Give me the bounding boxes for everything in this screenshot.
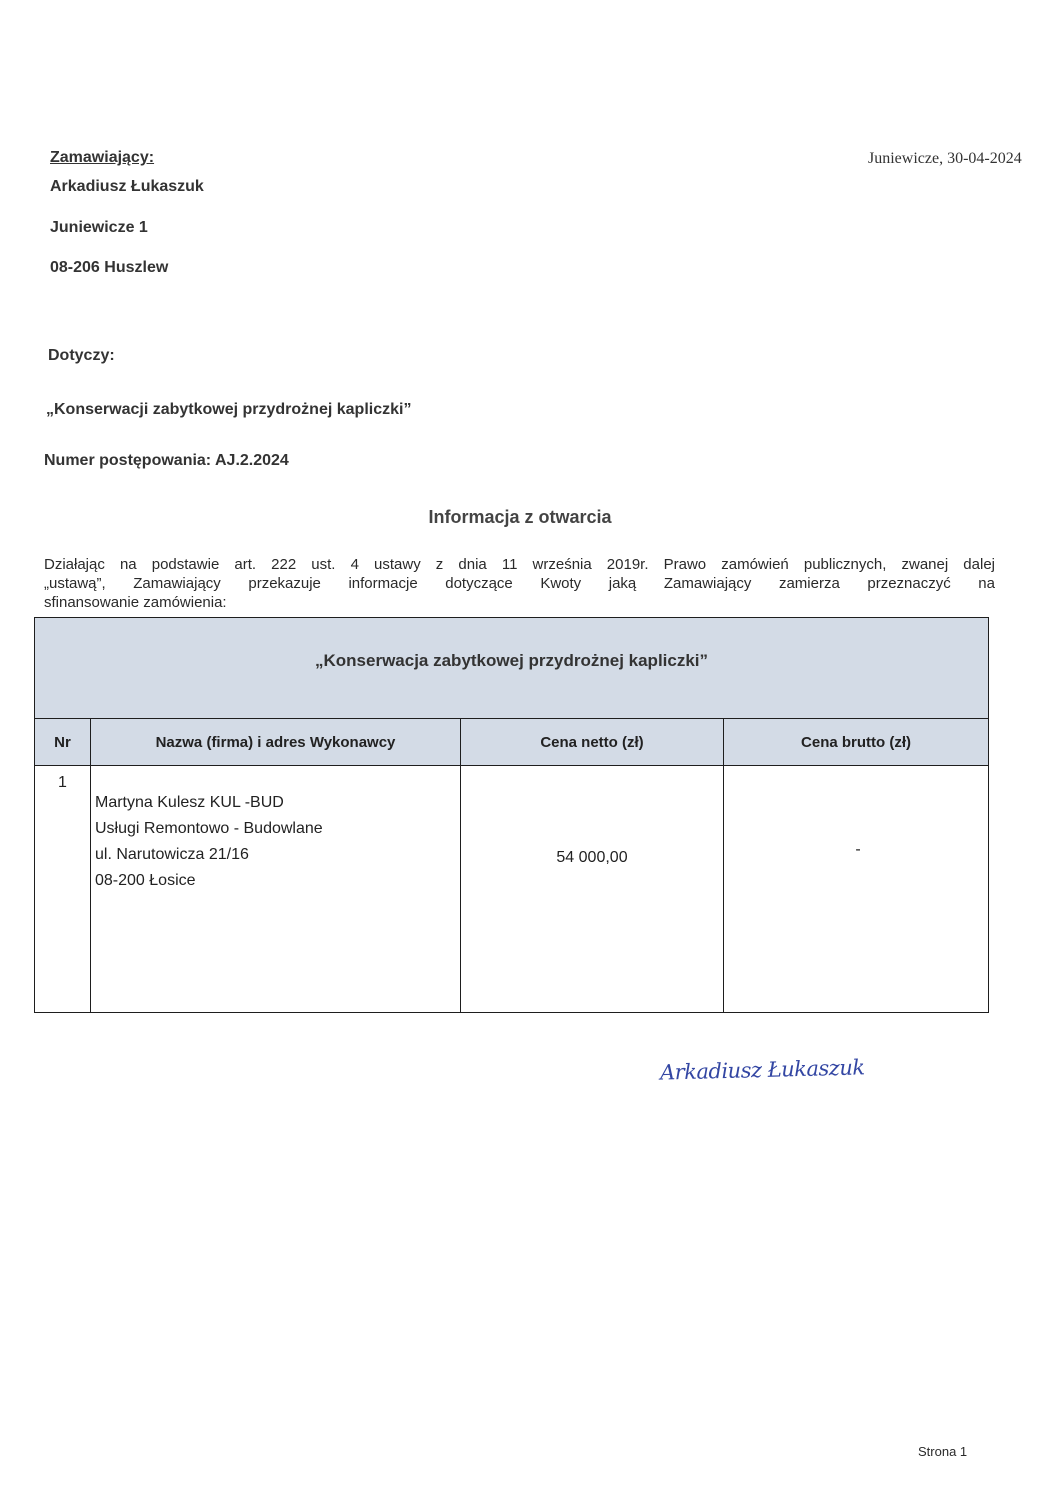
case-number: Numer postępowania: AJ.2.2024 [44,452,289,469]
table-row [35,766,989,1013]
net-price: 54 000,00 [461,766,724,1013]
buyer-street: Juniewicze 1 [50,219,148,236]
contractor-business: Usługi Remontowo - Budowlane [95,820,323,837]
contractor-city: 08-200 Łosice [95,872,196,889]
table-title-row [35,618,989,719]
column-header-gross-price: Cena brutto (zł) [724,719,989,766]
offer-table [34,617,989,1013]
intro-line: Działając na podstawie art. 222 ust. 4 ustawy z dnia 11 września 2019r. Prawo zamówień publicznych, zwanej dalej [44,556,995,573]
intro-paragraph [44,555,995,612]
row-number: 1 [35,766,91,1013]
gross-price: - [724,766,989,1013]
buyer-label: Zamawiający: [50,149,155,166]
intro-line: sfinansowanie zamówienia: [44,594,227,611]
column-header-net-price: Cena netto (zł) [461,719,724,766]
place-date: Juniewicze, 30-04-2024 [868,150,1022,167]
table-title-cell [35,618,989,719]
column-header-nr: Nr [35,719,91,766]
subject-title: „Konserwacji zabytkowej przydrożnej kapliczki” [46,401,412,418]
contractor-name: Martyna Kulesz KUL -BUD [95,794,284,811]
subject-label: Dotyczy: [48,347,115,364]
table-title: „Konserwacja zabytkowej przydrożnej kapliczki” [315,651,709,670]
buyer-city: 08-206 Huszlew [50,259,169,276]
handwritten-signature: Arkadiusz Łukaszuk [659,1055,865,1085]
buyer-name: Arkadiusz Łukaszuk [50,178,204,195]
column-header-contractor: Nazwa (firma) i adres Wykonawcy [91,719,461,766]
page-number: Strona 1 [918,1444,968,1459]
intro-line: „ustawą”, Zamawiający przekazuje informacje dotyczące Kwoty jaką Zamawiający zamierza przeznaczyć na [44,575,995,592]
section-title: Informacja z otwarcia [428,507,612,527]
table-header-row [35,719,989,766]
contractor-cell [91,766,461,1013]
contractor-street: ul. Narutowicza 21/16 [95,846,249,863]
